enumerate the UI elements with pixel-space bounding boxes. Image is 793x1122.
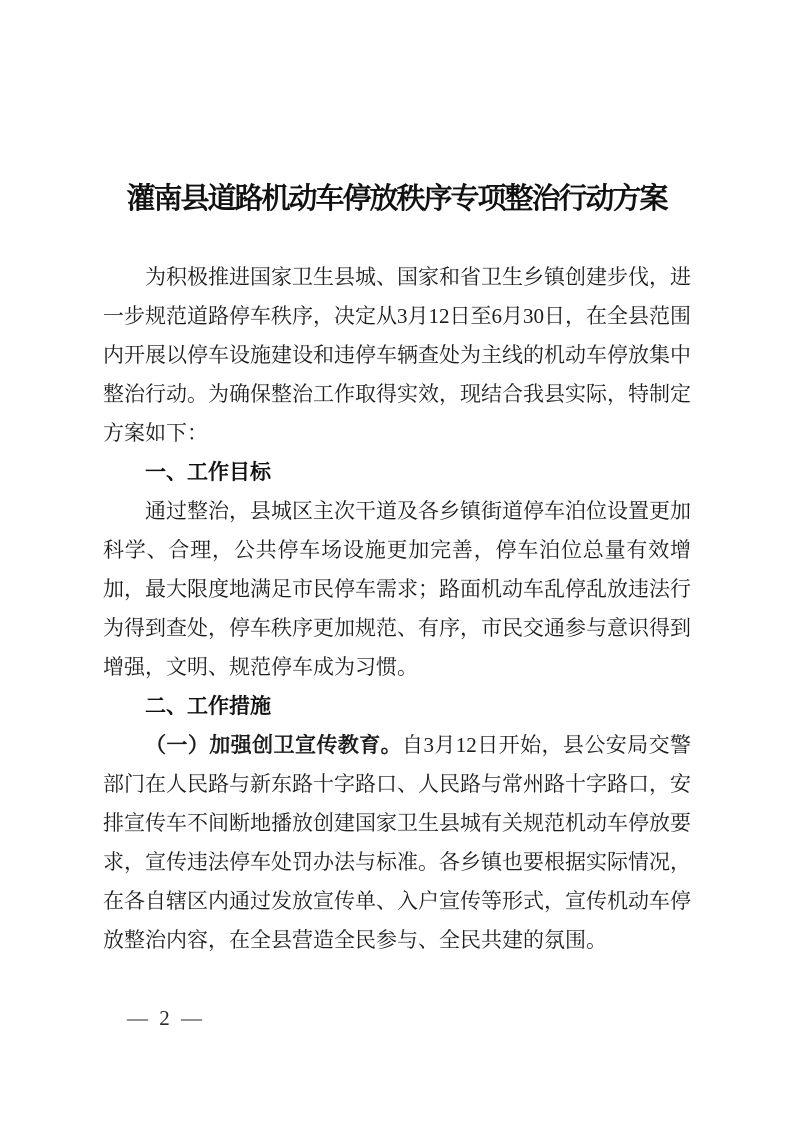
section-heading-work-goals: 一、工作目标: [145, 461, 271, 484]
paragraph-measure-1: [103, 726, 691, 960]
section-heading-work-measures: 二、工作措施: [145, 695, 271, 718]
document-body: [103, 258, 691, 960]
page-number: — 2 —: [127, 1006, 205, 1030]
measure-1-text: 自3月12日开始，县公安局交警部门在人民路与新东路十字路口、人民路与常州路十字路口，安排宣传车不间断地播放创建国家卫生县城有关规范机动车停放要求，宣传违法停车处罚办法与标准。各乡镇也要根据实际情况，在各自辖区内通过发放宣传单、入户宣传等形式，宣传机动车停放整治内容，在全县营造全民参与、全民共建的氛围。: [103, 733, 692, 952]
paragraph-intro: 为积极推进国家卫生县城、国家和省卫生乡镇创建步伐，进一步规范道路停车秩序，决定从3月12日至6月30日，在全县范围内开展以停车设施建设和违停车辆查处为主线的机动车停放集中整治行动。为确保整治工作取得实效，现结合我县实际，特制定方案如下：: [103, 265, 691, 445]
paragraph-work-goals: 通过整治，县城区主次干道及各乡镇街道停车泊位设置更加科学、合理，公共停车场设施更加完善，停车泊位总量有效增加，最大限度地满足市民停车需求；路面机动车乱停乱放违法行为得到查处，停车秩序更加规范、有序，市民交通参与意识得到增强，文明、规范停车成为习惯。: [103, 499, 691, 679]
document-title: 灌南县道路机动车停放秩序专项整治行动方案: [126, 183, 667, 215]
measure-1-lead: （一）加强创卫宣传教育。: [145, 733, 403, 757]
